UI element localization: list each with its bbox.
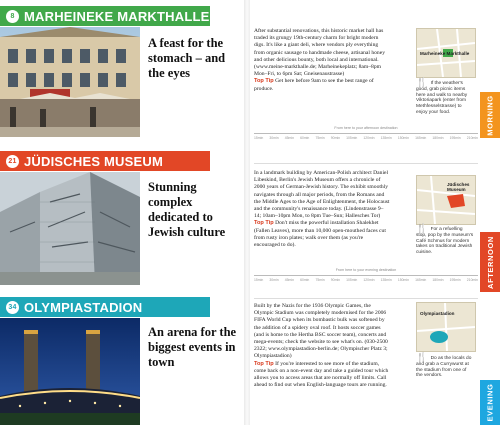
tick: 90min	[330, 278, 341, 282]
morning-label: MORNING	[485, 94, 495, 136]
section-banner-markthalle	[0, 6, 210, 26]
timeline-ticks	[254, 278, 478, 282]
afternoon-info: (Lindenstrasse 9–14; 10am–10pm Mon, to 8pm Tue–Sun; Hallesches Tor)	[254, 206, 384, 220]
section-number: 8	[6, 10, 19, 23]
section-banner-olympiastadion	[0, 297, 210, 317]
section-tagline: A feast for the stomach – and the eyes	[148, 36, 226, 80]
tick: 135min	[380, 278, 392, 282]
tip-box-olympiastadion	[416, 352, 474, 379]
tip-label: Top Tip	[254, 78, 274, 85]
tip-label: Top Tip	[254, 360, 274, 367]
right-page	[250, 0, 500, 425]
evening-body	[254, 303, 390, 389]
tick: 75min	[315, 278, 325, 282]
afternoon-tip-text: Don't miss the powerful installation Shalekhet (Fallen Leaves), more than 10,000 open-mouthed faces cut from rusty iron plates; walk over them (as you're encouraged to do).	[254, 220, 386, 249]
timeline-ticks	[254, 136, 478, 140]
section-title: OLYMPIASTADION	[24, 299, 143, 315]
evening-tab	[480, 380, 500, 425]
tick: 15min	[254, 136, 264, 140]
afternoon-tab	[480, 232, 500, 292]
timeline-line	[254, 275, 478, 276]
tick: 195min	[449, 136, 461, 140]
tick: 105min	[346, 278, 358, 282]
tick: 30min	[269, 136, 279, 140]
morning-box-text: If the weather's good, grab picnic items here and walk to nearby Viktoriapark (enter from Methfesselstrasse) to enjoy your food.	[416, 81, 468, 115]
tick: 180min	[432, 278, 444, 282]
evening-info: (030-2500 2322; www.olympiastadion-berlin.de; Olympischer Platz 3; Olympiastadion)	[254, 339, 388, 360]
map-label: Olympiastadion	[420, 311, 455, 316]
map-markthalle	[416, 28, 476, 78]
transit-caption: From here to your evening destination	[335, 268, 397, 272]
afternoon-label: AFTERNOON	[485, 235, 495, 289]
tip-box-markthalle	[416, 77, 474, 116]
tick: 120min	[363, 278, 375, 282]
afternoon-box-text: For a refuelling stop, pop by the museum's Café Schmus for modern takes on traditional Jewish cuisine.	[416, 227, 474, 256]
food-icon: 🍴	[416, 223, 428, 233]
tick: 30min	[269, 278, 279, 282]
morning-tip-text: Get here before 9am to see the best range of produce.	[254, 78, 374, 92]
photo-juedisches-museum	[0, 172, 140, 285]
evening-label: EVENING	[485, 383, 495, 422]
food-icon: 🍴	[416, 77, 428, 87]
morning-text: After substantial renovations, this historic market hall has traded its grungy 19th-century charm for bright modern digs. It's like a giant deli, where vendors ply everything from organic sausage to handmade cheese, artisanal honey and other delicious bounty, both local and international.	[254, 28, 385, 63]
afternoon-text: In a landmark building by American-Polish architect Daniel Libeskind, Berlin's Jewish Museum offers a chronicle of 2000 years of German-Jewish history. The exhibit smoothly navigates through all major periods, from the Romans and the Middle Ages to the Age of Enlightenment, the Holocaust and the community's renaissance today.	[254, 170, 390, 213]
map-olympiastadion	[416, 302, 476, 352]
transit-caption: From here to your afternoon destination	[334, 126, 398, 130]
tick: 180min	[432, 136, 444, 140]
tick: 45min	[284, 278, 294, 282]
morning-info: (www.meine-markthalle.de; Marheinekeplatz; 8am–8pm Mon–Fri, to 6pm Sat; Gneisenaustrasse)	[254, 64, 382, 78]
map-label: Jüdisches Museum	[447, 182, 470, 192]
section-divider	[254, 163, 478, 164]
tick: 165min	[415, 136, 427, 140]
tick: 210min	[466, 278, 478, 282]
photo-markthalle	[0, 27, 140, 137]
evening-tip-text: If you're interested to see more of the stadium, come back on a non-event day and take a guided tour which allows you to access areas that are normally off limits. Call ahead to find out when English-language tours are running.	[254, 360, 389, 389]
tick: 60min	[300, 136, 310, 140]
section-title: MARHEINEKE MARKTHALLE	[24, 8, 210, 24]
tip-label: Top Tip	[254, 220, 274, 227]
timeline-morning	[254, 126, 478, 144]
afternoon-body	[254, 170, 390, 249]
tick: 210min	[466, 136, 478, 140]
tick: 150min	[397, 136, 409, 140]
tick: 60min	[300, 278, 310, 282]
evening-text: Built by the Nazis for the 1936 Olympic Games, the Olympic Stadium was completely modernised for the 2006 FIFA World Cup when its bombastic bulk was softened by the addition of a spidery oval roof. It hosts soccer games (and is home to the Hertha BSC soccer team), concerts and mega-events; check the website to see what's on.	[254, 303, 387, 346]
section-number: 21	[6, 155, 19, 168]
section-number: 34	[6, 301, 19, 314]
section-tagline: An arena for the biggest events in town	[148, 325, 237, 369]
tick: 90min	[330, 136, 341, 140]
section-divider	[254, 298, 478, 299]
tick: 105min	[346, 136, 358, 140]
food-icon: 🍴	[416, 352, 428, 362]
evening-box-text: Do as the locals do and grab a Currywurst at the stadium from one of the vendors.	[416, 356, 472, 379]
tick: 135min	[380, 136, 392, 140]
section-title: JÜDISCHES MUSEUM	[24, 153, 163, 169]
tick: 165min	[415, 278, 427, 282]
morning-tab	[480, 92, 500, 138]
map-label: Marheineke Markthalle	[420, 51, 470, 56]
tick: 150min	[397, 278, 409, 282]
section-banner-museum	[0, 151, 210, 171]
section-tagline: Stunning complex dedicated to Jewish culture	[148, 180, 226, 239]
map-juedisches-museum	[416, 175, 476, 225]
tip-box-museum	[416, 223, 474, 256]
timeline-afternoon	[254, 268, 478, 286]
tick: 120min	[363, 136, 375, 140]
timeline-line	[254, 133, 478, 134]
left-page	[0, 0, 244, 425]
tick: 15min	[254, 278, 264, 282]
tick: 195min	[449, 278, 461, 282]
tick: 75min	[315, 136, 325, 140]
morning-body	[254, 28, 390, 93]
photo-olympiastadion	[0, 318, 140, 425]
tick: 45min	[284, 136, 294, 140]
